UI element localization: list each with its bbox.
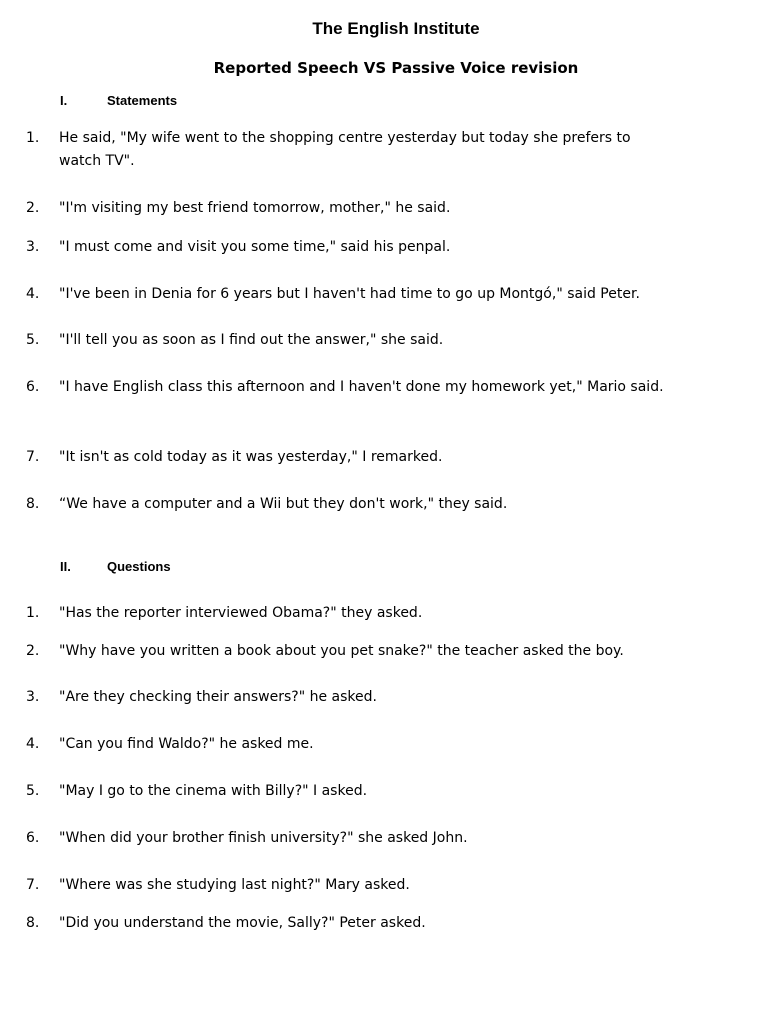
section-title: Statements xyxy=(107,93,178,108)
item-number: 7. xyxy=(26,449,40,465)
item-number: 1. xyxy=(26,130,40,146)
document-subtitle: Reported Speech VS Passive Voice revision xyxy=(213,59,579,77)
item-text: "Has the reporter interviewed Obama?" they asked. xyxy=(59,605,423,621)
item-number: 3. xyxy=(26,689,40,705)
item-text: "When did your brother finish university?" she asked John. xyxy=(59,830,468,846)
document-title: The English Institute xyxy=(312,19,480,38)
question-item xyxy=(26,874,666,897)
statement-item xyxy=(26,127,666,173)
item-text: "I've been in Denia for 6 years but I haven't had time to go up Montgó," said Peter. xyxy=(59,286,640,302)
section-heading-statements xyxy=(60,93,177,108)
section-number: I. xyxy=(60,93,68,108)
question-item xyxy=(26,686,666,709)
question-item xyxy=(26,912,666,935)
statement-item xyxy=(26,329,666,352)
item-text: "Where was she studying last night?" Mary asked. xyxy=(59,877,410,893)
item-number: 2. xyxy=(26,643,40,659)
item-number: 7. xyxy=(26,877,40,893)
item-number: 8. xyxy=(26,915,40,931)
item-number: 4. xyxy=(26,286,40,302)
question-item xyxy=(26,827,666,850)
item-number: 8. xyxy=(26,496,40,512)
statement-item xyxy=(26,283,666,306)
item-number: 6. xyxy=(26,830,40,846)
statement-item xyxy=(26,446,666,469)
question-item xyxy=(26,602,666,625)
question-item xyxy=(26,780,666,803)
item-number: 4. xyxy=(26,736,40,752)
item-text: “We have a computer and a Wii but they don't work," they said. xyxy=(59,496,508,512)
question-item xyxy=(26,640,666,663)
item-text: "Can you find Waldo?" he asked me. xyxy=(59,736,314,752)
section-heading-questions xyxy=(60,559,171,574)
item-number: 2. xyxy=(26,200,40,216)
statement-item xyxy=(26,376,666,399)
statement-item xyxy=(26,197,666,220)
item-number: 6. xyxy=(26,379,40,395)
item-number: 5. xyxy=(26,332,40,348)
question-item xyxy=(26,733,666,756)
item-text: "I'm visiting my best friend tomorrow, mother," he said. xyxy=(59,200,451,216)
item-text: "Did you understand the movie, Sally?" Peter asked. xyxy=(59,915,426,931)
item-text: He said, "My wife went to the shopping centre yesterday but today she prefers to watch TV". xyxy=(59,130,631,169)
item-number: 3. xyxy=(26,239,40,255)
section-title: Questions xyxy=(107,559,171,574)
section-number: II. xyxy=(60,559,71,574)
item-text: "It isn't as cold today as it was yesterday," I remarked. xyxy=(59,449,443,465)
item-text: "I have English class this afternoon and I haven't done my homework yet," Mario said. xyxy=(59,379,664,395)
item-text: "I'll tell you as soon as I find out the answer," she said. xyxy=(59,332,444,348)
statement-item xyxy=(26,236,666,259)
item-text: "Are they checking their answers?" he asked. xyxy=(59,689,377,705)
item-number: 1. xyxy=(26,605,40,621)
statement-item xyxy=(26,493,666,516)
item-text: "I must come and visit you some time," said his penpal. xyxy=(59,239,451,255)
item-text: "Why have you written a book about you pet snake?" the teacher asked the boy. xyxy=(59,643,624,659)
item-text: "May I go to the cinema with Billy?" I asked. xyxy=(59,783,368,799)
item-number: 5. xyxy=(26,783,40,799)
